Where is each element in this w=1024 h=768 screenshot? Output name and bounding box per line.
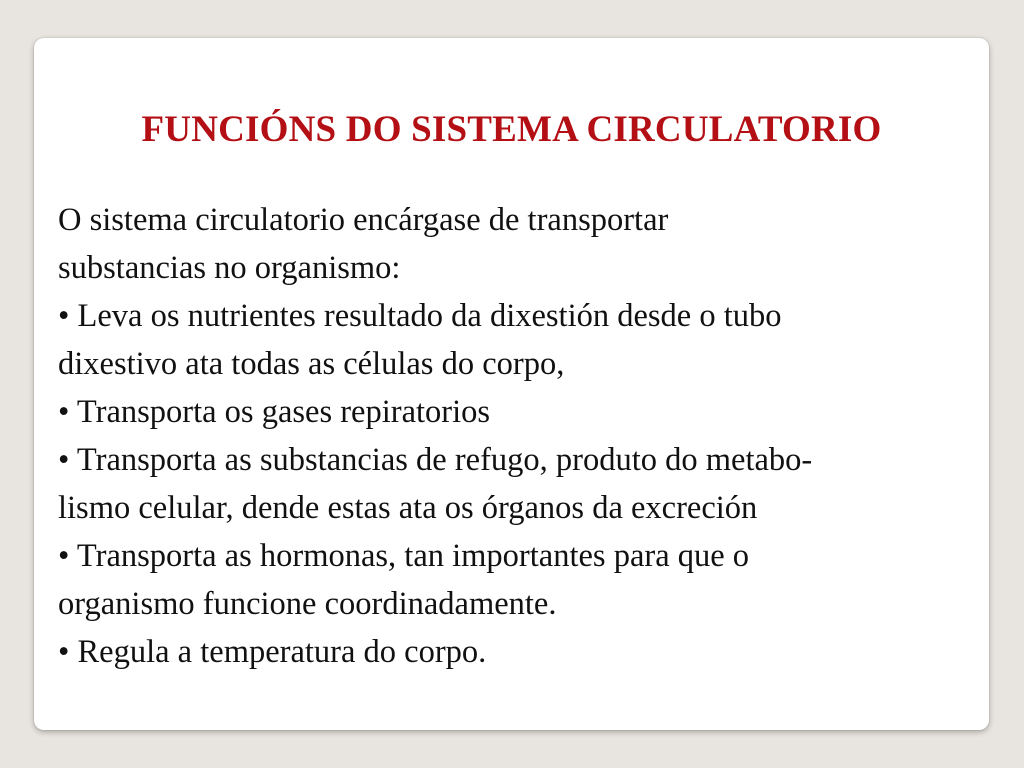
bullet-waste-line-2: lismo celular, dende estas ata os órganos da excreción (58, 490, 758, 526)
bullet-temperature: • Regula a temperatura do corpo. (58, 634, 487, 670)
slide-body (58, 196, 978, 676)
bullet-nutrients-line-2: dixestivo ata todas as células do corpo, (58, 346, 565, 382)
bullet-waste-line-1: • Transporta as substancias de refugo, produto do metabo- (58, 442, 813, 478)
bullet-gases: • Transporta os gases repiratorios (58, 394, 491, 430)
slide-card (34, 38, 989, 730)
body-line-intro-1: O sistema circulatorio encárgase de transportar (58, 202, 669, 238)
body-line-intro-2: substancias no organismo: (58, 250, 401, 286)
bullet-hormones-line-2: organismo funcione coordinadamente. (58, 586, 557, 622)
bullet-nutrients-line-1: • Leva os nutrientes resultado da dixestión desde o tubo (58, 298, 782, 334)
bullet-hormones-line-1: • Transporta as hormonas, tan importantes para que o (58, 538, 750, 574)
slide-title: FUNCIÓNS DO SISTEMA CIRCULATORIO (141, 109, 882, 150)
